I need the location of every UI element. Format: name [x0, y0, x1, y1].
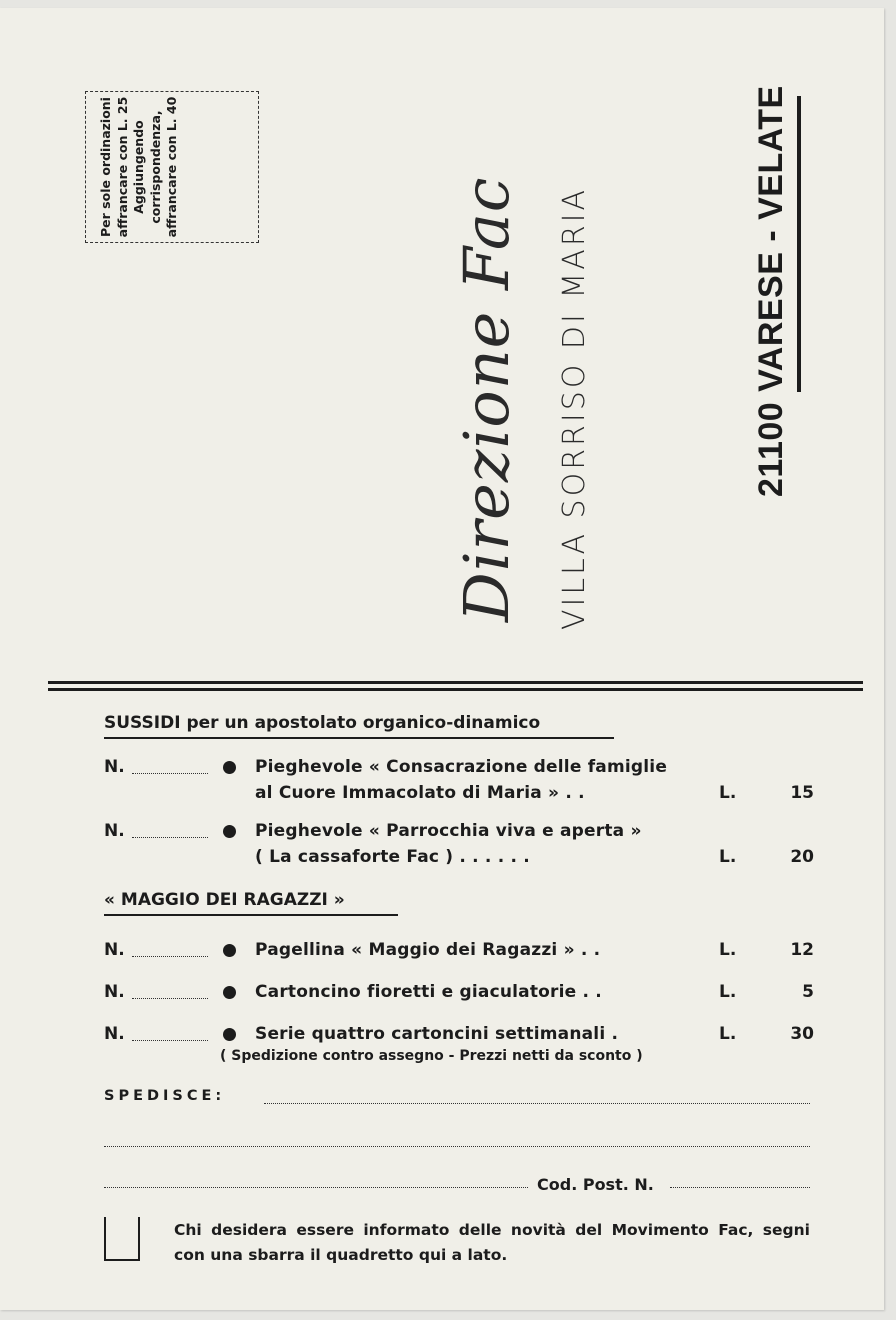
recipient-city: 21100 VARESE - VELATE	[752, 85, 790, 497]
currency-label: L.	[719, 847, 737, 867]
order-row	[104, 757, 814, 781]
item-description: Pagellina « Maggio dei Ragazzi » . .	[255, 940, 601, 960]
quantity-label: N.	[104, 757, 125, 777]
section-underline	[104, 914, 398, 916]
quantity-field[interactable]	[132, 944, 208, 957]
item-price: 12	[790, 940, 814, 960]
item-price: 20	[790, 847, 814, 867]
quantity-field[interactable]	[132, 986, 208, 999]
order-row-cont	[104, 783, 814, 807]
section-title-maggio: « MAGGIO DEI RAGAZZI »	[104, 890, 345, 910]
sender-field-2[interactable]	[104, 1146, 810, 1147]
bullet-icon	[223, 1028, 236, 1041]
quantity-label: N.	[104, 821, 125, 841]
item-price: 5	[802, 982, 814, 1002]
quantity-label: N.	[104, 982, 125, 1002]
currency-label: L.	[719, 1024, 737, 1044]
order-row	[104, 982, 814, 1006]
sender-field-1[interactable]	[264, 1103, 810, 1104]
recipient-street: VILLA SORRISO DI MARIA	[557, 186, 592, 630]
item-description: Pieghevole « Parrocchia viva e aperta »	[255, 821, 642, 841]
sender-label: SPEDISCE:	[104, 1088, 226, 1104]
city-underline	[797, 96, 801, 392]
item-price: 30	[790, 1024, 814, 1044]
currency-label: L.	[719, 940, 737, 960]
currency-label: L.	[719, 982, 737, 1002]
postal-code-label: Cod. Post. N.	[537, 1175, 654, 1194]
order-row	[104, 1024, 814, 1048]
stamp-note: Per sole ordinazioni affrancare con L. 25 Aggiungendo corrispondenza, affrancare con L. 40	[98, 96, 179, 238]
bullet-icon	[223, 944, 236, 957]
quantity-field[interactable]	[132, 761, 208, 774]
item-description: Pieghevole « Consacrazione delle famiglie	[255, 757, 668, 777]
info-text: Chi desidera essere informato delle novità del Movimento Fac, segni con una sbarra il quadretto qui a lato.	[174, 1221, 810, 1264]
order-row-cont	[104, 847, 814, 871]
item-description-cont: ( La cassaforte Fac ) . . . . . .	[255, 847, 530, 867]
quantity-field[interactable]	[132, 825, 208, 838]
stamp-area	[85, 91, 259, 243]
order-row	[104, 940, 814, 964]
postal-code-field[interactable]	[670, 1187, 810, 1188]
divider-top	[48, 681, 863, 684]
section-title-sussidi: SUSSIDI per un apostolato organico-dinamico	[104, 713, 541, 733]
quantity-label: N.	[104, 1024, 125, 1044]
shipping-note: ( Spedizione contro assegno - Prezzi netti da sconto )	[220, 1048, 643, 1064]
bullet-icon	[223, 986, 236, 999]
item-description: Serie quattro cartoncini settimanali .	[255, 1024, 619, 1044]
bullet-icon	[223, 825, 236, 838]
recipient-name: Direzione Fac	[450, 176, 523, 622]
divider-bottom	[48, 688, 863, 691]
item-description: Cartoncino fioretti e giaculatorie . .	[255, 982, 602, 1002]
quantity-field[interactable]	[132, 1028, 208, 1041]
section-underline	[104, 737, 614, 739]
order-row	[104, 821, 814, 845]
bullet-icon	[223, 761, 236, 774]
item-price: 15	[790, 783, 814, 803]
currency-label: L.	[719, 783, 737, 803]
quantity-label: N.	[104, 940, 125, 960]
sender-field-3[interactable]	[104, 1187, 528, 1188]
item-description-cont: al Cuore Immacolato di Maria » . .	[255, 783, 585, 803]
info-checkbox[interactable]	[104, 1217, 140, 1261]
